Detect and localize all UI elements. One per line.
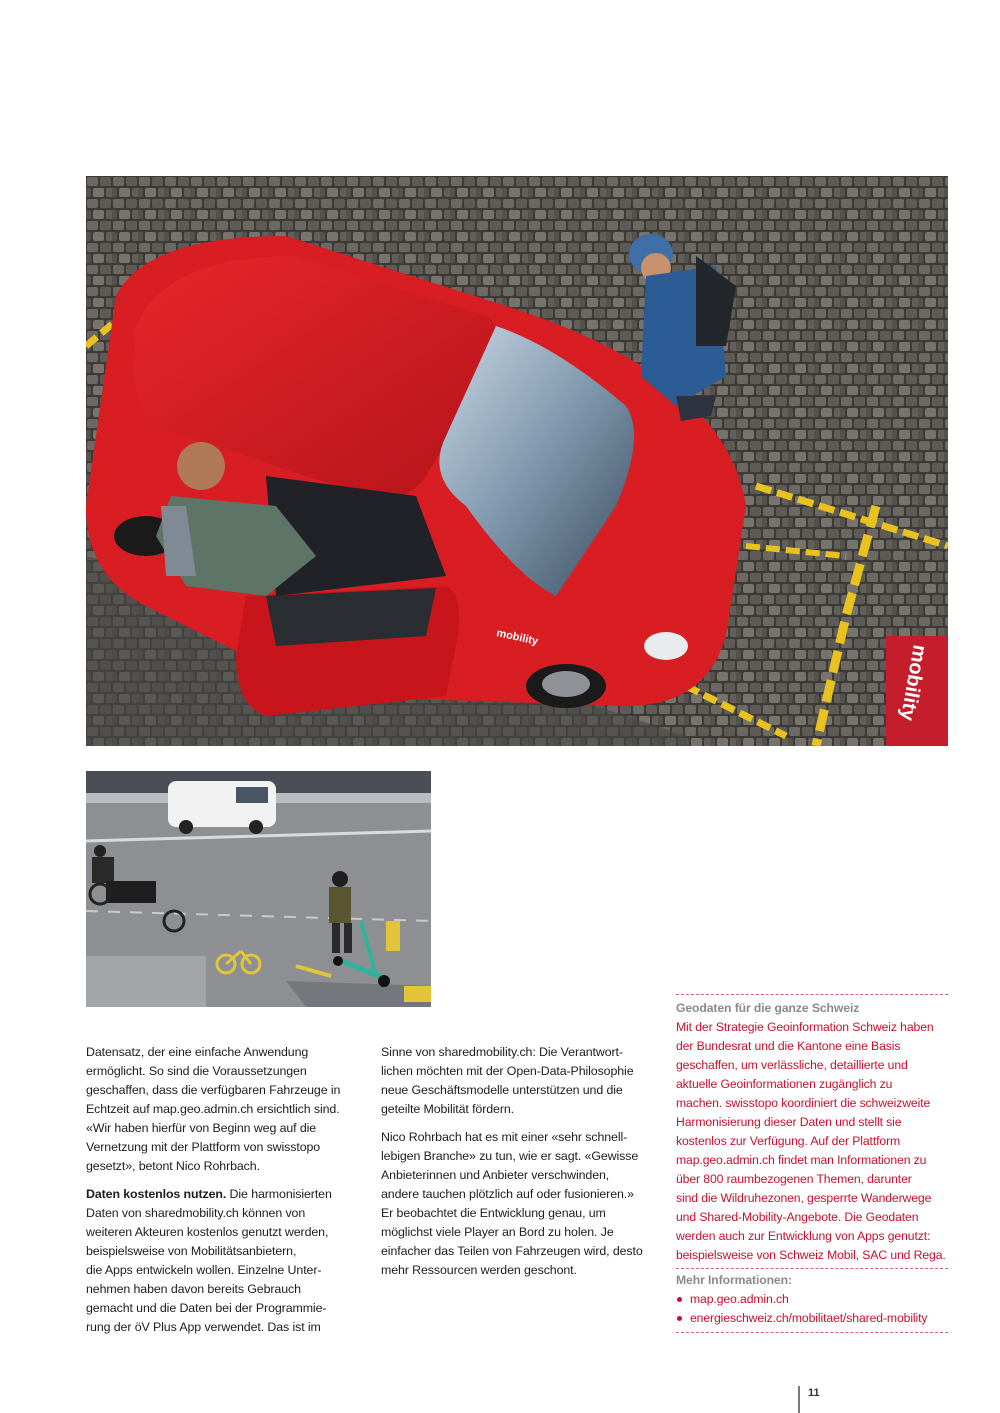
link-energieschweiz[interactable]: energieschweiz.ch/mobilitaet/shared-mobility bbox=[676, 1309, 948, 1328]
text-line: der Bundesrat und die Kantone eine Basis bbox=[676, 1039, 901, 1053]
text-line: einfacher das Teilen von Fahrzeugen wird, desto bbox=[381, 1244, 643, 1258]
text-line: mehr Ressourcen werden geschont. bbox=[381, 1263, 577, 1277]
divider bbox=[676, 1332, 948, 1333]
text-line: lichen möchten mit der Open-Data-Philosophie bbox=[381, 1064, 634, 1078]
text-line: aktuelle Geoinformationen zugänglich zu bbox=[676, 1077, 893, 1091]
text-line: weiteren Akteuren kostenlos genutzt werden, bbox=[86, 1225, 329, 1239]
paragraph bbox=[381, 1128, 651, 1280]
text-line: Anbieterinnen und Anbieter verschwinden, bbox=[381, 1168, 610, 1182]
more-info-links bbox=[676, 1290, 948, 1328]
secondary-photo-street-scene bbox=[86, 771, 431, 1007]
main-photo-illustration bbox=[86, 176, 948, 746]
link-map-geo-admin[interactable]: map.geo.admin.ch bbox=[676, 1290, 948, 1309]
text-line: lebigen Branche» zu tun, wie er sagt. «Gewisse bbox=[381, 1149, 639, 1163]
text-line: Harmonisierung dieser Daten und stellt sie bbox=[676, 1115, 902, 1129]
text-line: neue Geschäftsmodelle unterstützen und die bbox=[381, 1083, 623, 1097]
text-line: gesetzt», betont Nico Rohrbach. bbox=[86, 1159, 260, 1173]
text-line: Er beobachtet die Entwicklung genau, um bbox=[381, 1206, 606, 1220]
text-line: Sinne von sharedmobility.ch: Die Verantwort- bbox=[381, 1045, 623, 1059]
text-line bbox=[86, 1185, 351, 1204]
text-line: map.geo.admin.ch findet man Informationen zu bbox=[676, 1153, 927, 1167]
text-line: möglichst viele Player an Bord zu holen. Je bbox=[381, 1225, 614, 1239]
text-line: Datensatz, der eine einfache Anwendung bbox=[86, 1045, 309, 1059]
text-line: und Shared-Mobility-Angebote. Die Geodaten bbox=[676, 1210, 919, 1224]
text-line: sind die Wildruhezonen, gesperrte Wanderwege bbox=[676, 1191, 932, 1205]
text-line: Mit der Strategie Geoinformation Schweiz haben bbox=[676, 1020, 934, 1034]
paragraph bbox=[86, 1185, 351, 1337]
paragraph bbox=[381, 1043, 651, 1119]
ground-marking-text: mobility bbox=[895, 643, 931, 723]
text-line: beispielsweise von Mobilitätsanbietern, bbox=[86, 1244, 297, 1258]
text-column-1 bbox=[86, 1043, 351, 1346]
info-box-title: Geodaten für die ganze Schweiz bbox=[676, 1001, 860, 1015]
info-box-geodaten bbox=[676, 994, 948, 1333]
text-line: nehmen haben davon bereits Gebrauch bbox=[86, 1282, 301, 1296]
car-branding-text: mobility bbox=[495, 627, 540, 648]
text-line: Daten von sharedmobility.ch können von bbox=[86, 1206, 306, 1220]
paragraph bbox=[86, 1043, 351, 1176]
text-column-2 bbox=[381, 1043, 651, 1289]
text-line: geschaffen, dass die verfügbaren Fahrzeuge in bbox=[86, 1083, 341, 1097]
more-info-title: Mehr Informationen: bbox=[676, 1273, 792, 1287]
text-line: beispielsweise von Schweiz Mobil, SAC und Rega. bbox=[676, 1248, 946, 1262]
text-line: Nico Rohrbach hat es mit einer «sehr schnell- bbox=[381, 1130, 628, 1144]
text-line: über 800 raumbezogenen Themen, darunter bbox=[676, 1172, 912, 1186]
paragraph-lead: Daten kostenlos nutzen. bbox=[86, 1187, 227, 1201]
main-photo-shared-car bbox=[86, 176, 948, 746]
text-line: machen. swisstopo koordiniert die schweizweite bbox=[676, 1096, 931, 1110]
text-line: Echtzeit auf map.geo.admin.ch ersichtlich sind. bbox=[86, 1102, 340, 1116]
secondary-photo-illustration bbox=[86, 771, 431, 1007]
text-line: ermöglicht. So sind die Voraussetzungen bbox=[86, 1064, 307, 1078]
text-line: geschaffen, um verlässliche, detaillierte und bbox=[676, 1058, 908, 1072]
text-line: Vernetzung mit der Plattform von swisstopo bbox=[86, 1140, 321, 1154]
text-line: rung der öV Plus App verwendet. Das ist im bbox=[86, 1320, 321, 1334]
text-line: kostenlos zur Verfügung. Auf der Plattform bbox=[676, 1134, 901, 1148]
text-fragment: Die harmonisierten bbox=[226, 1187, 332, 1201]
divider bbox=[676, 994, 948, 995]
text-line: geteilte Mobilität fördern. bbox=[381, 1102, 514, 1116]
text-line: die Apps entwickeln wollen. Einzelne Unter- bbox=[86, 1263, 322, 1277]
info-box-body bbox=[676, 1018, 948, 1265]
page-number: 11 bbox=[798, 1386, 820, 1413]
text-line: werden auch zur Entwicklung von Apps genutzt: bbox=[676, 1229, 931, 1243]
text-line: andere tauchen plötzlich auf oder fusionieren.» bbox=[381, 1187, 634, 1201]
text-line: gemacht und die Daten bei der Programmie- bbox=[86, 1301, 327, 1315]
divider bbox=[676, 1268, 948, 1269]
text-line: «Wir haben hierfür von Beginn weg auf die bbox=[86, 1121, 317, 1135]
